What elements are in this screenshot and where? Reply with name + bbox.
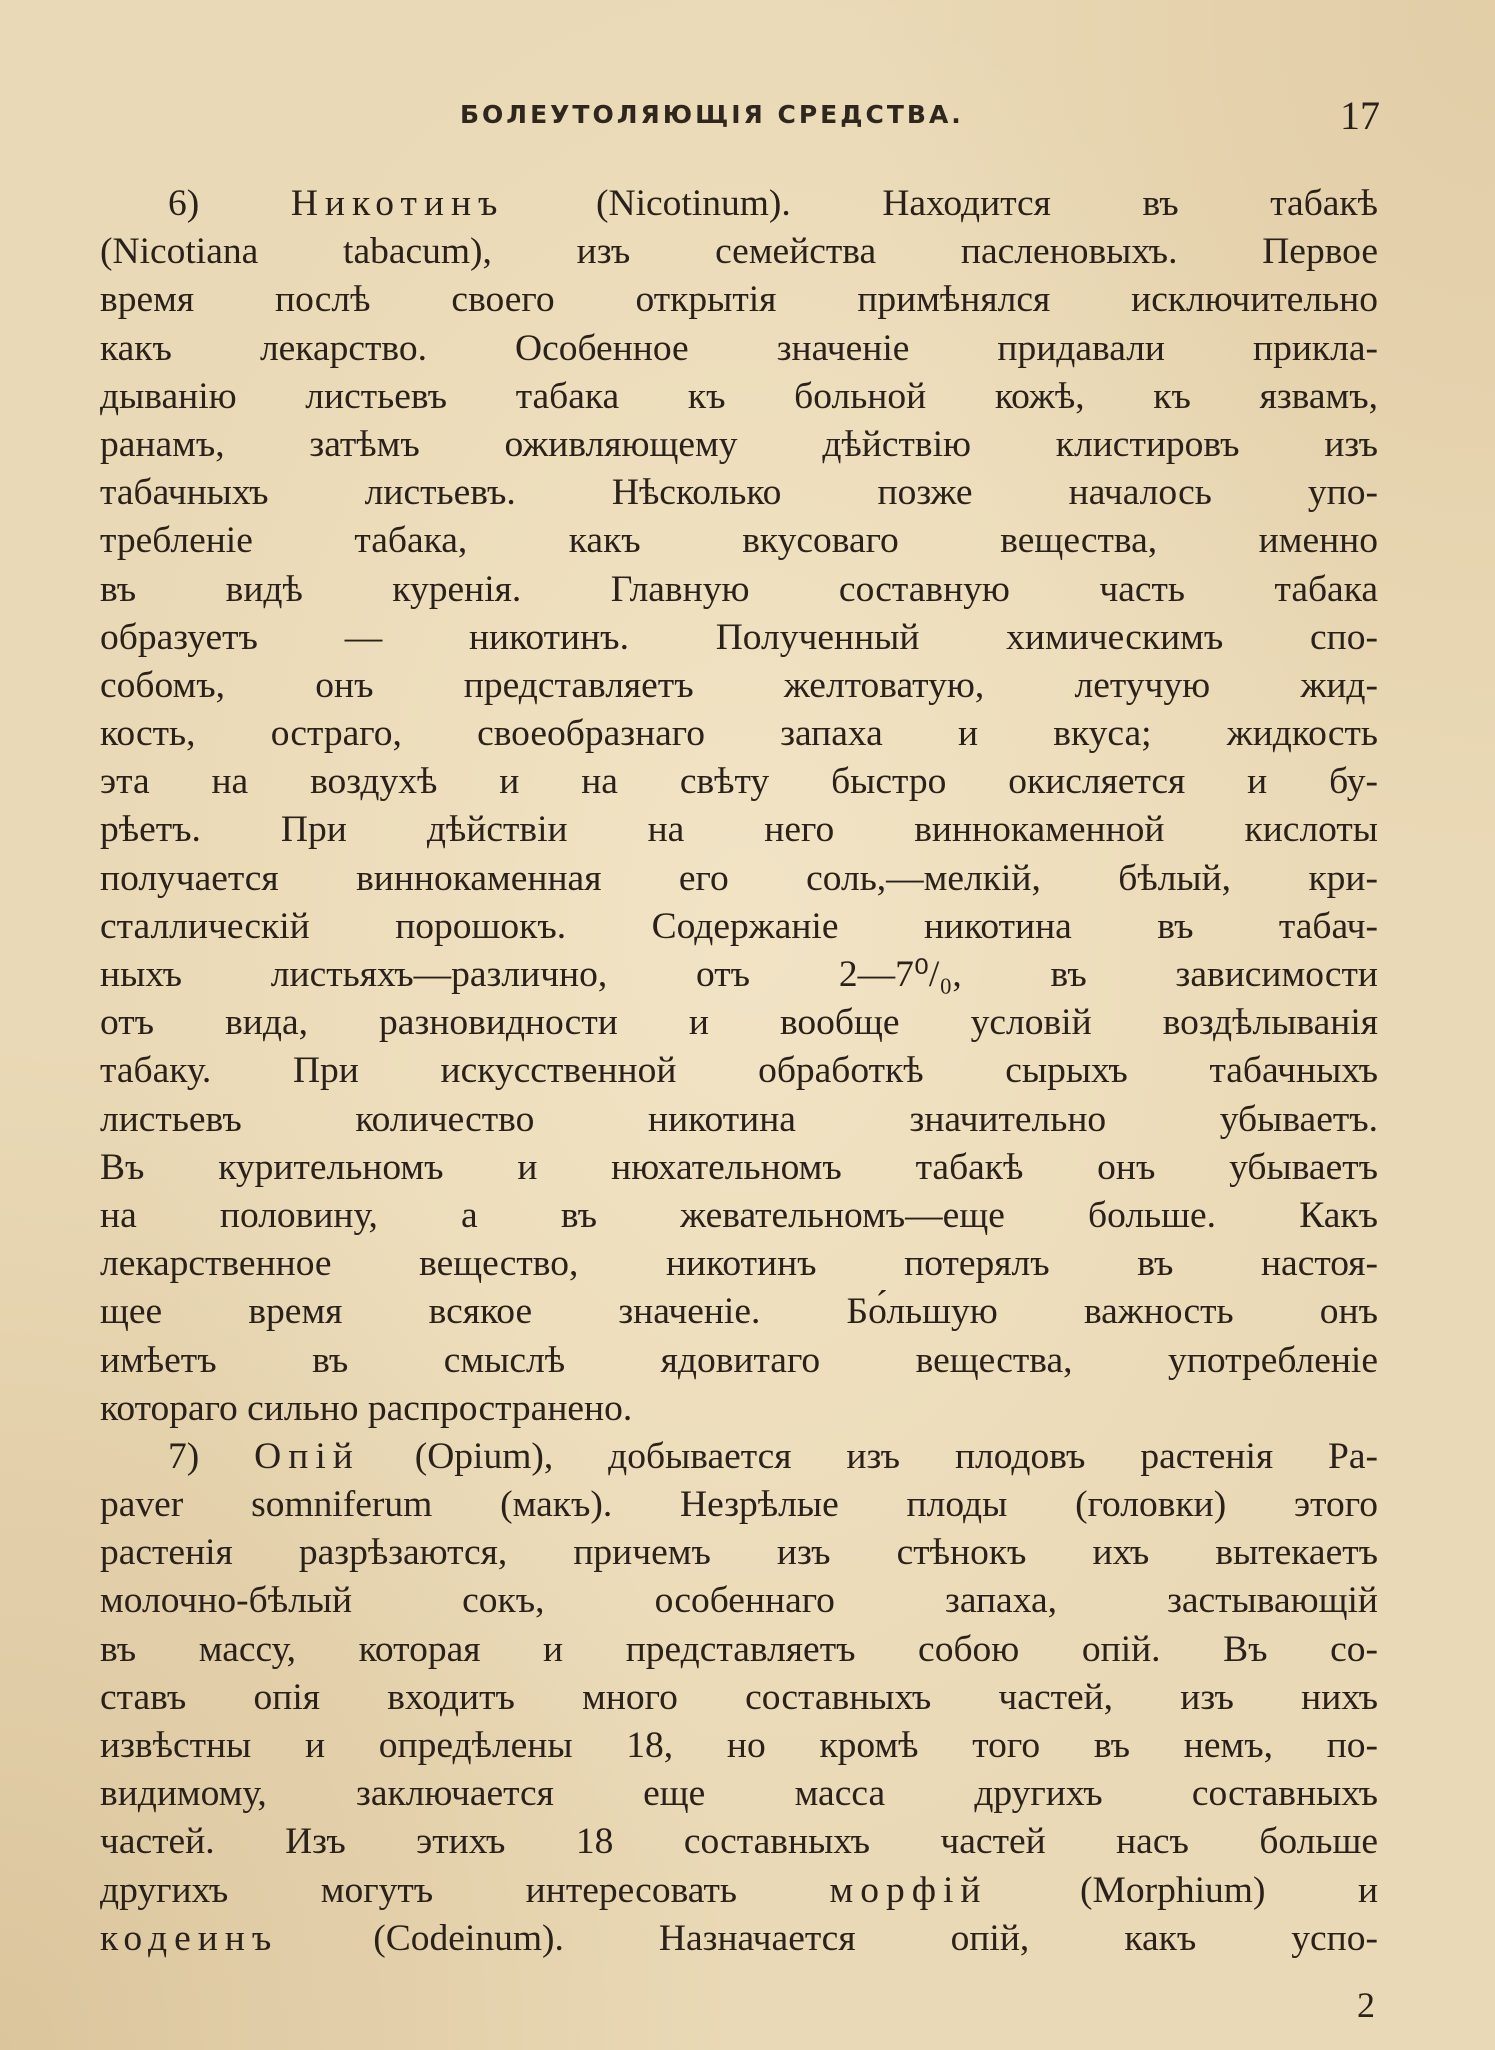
line-text: (Codeinum). Назначается опій, какъ успо- (373, 1917, 1378, 1959)
text-line: щее время всякое значеніе. Бо́льшую важность онъ (100, 1291, 1378, 1333)
item-number: 7) (168, 1435, 200, 1477)
text-line: образуетъ — никотинъ. Полученный химическимъ спо- (100, 616, 1378, 658)
spaced-term: Никотинъ (290, 183, 505, 224)
spaced-term: Опій (254, 1435, 360, 1477)
spaced-term: морфій (829, 1869, 988, 1911)
text-line: въ массу, которая и представляетъ собою опій. Въ со- (100, 1628, 1378, 1670)
text-line: на половину, а въ жевательномъ—еще больше. Какъ (100, 1194, 1378, 1236)
text-line: время послѣ своего открытія примѣнялся исключительно (100, 279, 1378, 321)
text-line (100, 180, 1378, 228)
text-line: ставъ опія входитъ много составныхъ частей, изъ нихъ (100, 1676, 1378, 1718)
text-line: требленіе табака, какъ вкусоваго вещества, именно (100, 520, 1378, 562)
text-line: какъ лекарство. Особенное значеніе придавали прикла- (100, 327, 1378, 369)
item-number: 6) (168, 183, 200, 224)
text-line: ныхъ листьяхъ—различно, отъ 2—7⁰/₀, въ зависимости (100, 954, 1378, 995)
text-line: растенія разрѣзаются, причемъ изъ стѣнокъ ихъ вытекаетъ (100, 1532, 1378, 1574)
text-line: извѣстны и опредѣлены 18, но кромѣ того въ немъ, по- (100, 1725, 1378, 1766)
text-line: рѣетъ. При дѣйствіи на него виннокаменной кислоты (100, 809, 1378, 851)
text-line: ранамъ, затѣмъ оживляющему дѣйствію клистировъ изъ (100, 423, 1378, 465)
text-line: видимому, заключается еще масса другихъ составныхъ (100, 1773, 1378, 1815)
text-line: лекарственное вещество, никотинъ потерялъ въ настоя- (100, 1243, 1378, 1285)
text-line: имѣетъ въ смыслѣ ядовитаго вещества, употребленіе (100, 1339, 1378, 1381)
text-line (100, 1433, 1378, 1481)
line-text: (Nicotinum). Находится въ табакѣ (596, 183, 1378, 224)
running-title: БОЛЕУТОЛЯЮЩІЯ СРЕДСТВА. (460, 100, 964, 129)
line-text: (Morphium) и (1080, 1869, 1378, 1911)
text-line: отъ вида, разновидности и вообще условій воздѣлыванія (100, 1002, 1378, 1044)
text-line: Въ курительномъ и нюхательномъ табакѣ онъ убываетъ (100, 1146, 1378, 1188)
running-head (100, 92, 1380, 138)
text-line: частей. Изъ этихъ 18 составныхъ частей насъ больше (100, 1821, 1378, 1863)
text-line: кость, остраго, своеобразнаго запаха и вкуса; жидкость (100, 713, 1378, 755)
text-line: сталлическій порошокъ. Содержаніе никотина въ табач- (100, 905, 1378, 947)
signature-mark: 2 (1357, 1985, 1375, 2025)
text-line: paver somniferum (макъ). Незрѣлые плоды (головки) этого (100, 1484, 1378, 1526)
line-text: другихъ могутъ интересовать (100, 1869, 737, 1911)
text-line: табачныхъ листьевъ. Нѣсколько позже началось упо- (100, 472, 1378, 514)
text-line: котораго сильно распространено. (100, 1387, 633, 1429)
text-line (100, 1915, 1378, 1963)
text-line: эта на воздухѣ и на свѣту быстро окисляется и бу- (100, 761, 1378, 803)
text-line (100, 1867, 1378, 1915)
text-line: дыванію листьевъ табака къ больной кожѣ, къ язвамъ, (100, 375, 1378, 417)
text-line: въ видѣ куренія. Главную составную часть табака (100, 568, 1378, 610)
text-line: (Nicotiana tabacum), изъ семейства пасленовыхъ. Первое (100, 231, 1378, 273)
text-line: листьевъ количество никотина значительно убываетъ. (100, 1098, 1378, 1140)
spaced-term: кодеинъ (100, 1917, 279, 1959)
line-text: (Opium), добывается изъ плодовъ растенія Pa- (414, 1435, 1378, 1477)
page-number: 17 (1340, 93, 1380, 138)
body-text (100, 180, 1378, 1963)
text-line: получается виннокаменная его соль,—мелкій, бѣлый, кри- (100, 857, 1378, 899)
text-line: табаку. При искусственной обработкѣ сырыхъ табачныхъ (100, 1050, 1378, 1092)
text-line: молочно-бѣлый сокъ, особеннаго запаха, застывающій (100, 1580, 1378, 1622)
text-line: собомъ, онъ представляетъ желтоватую, летучую жид- (100, 664, 1378, 706)
